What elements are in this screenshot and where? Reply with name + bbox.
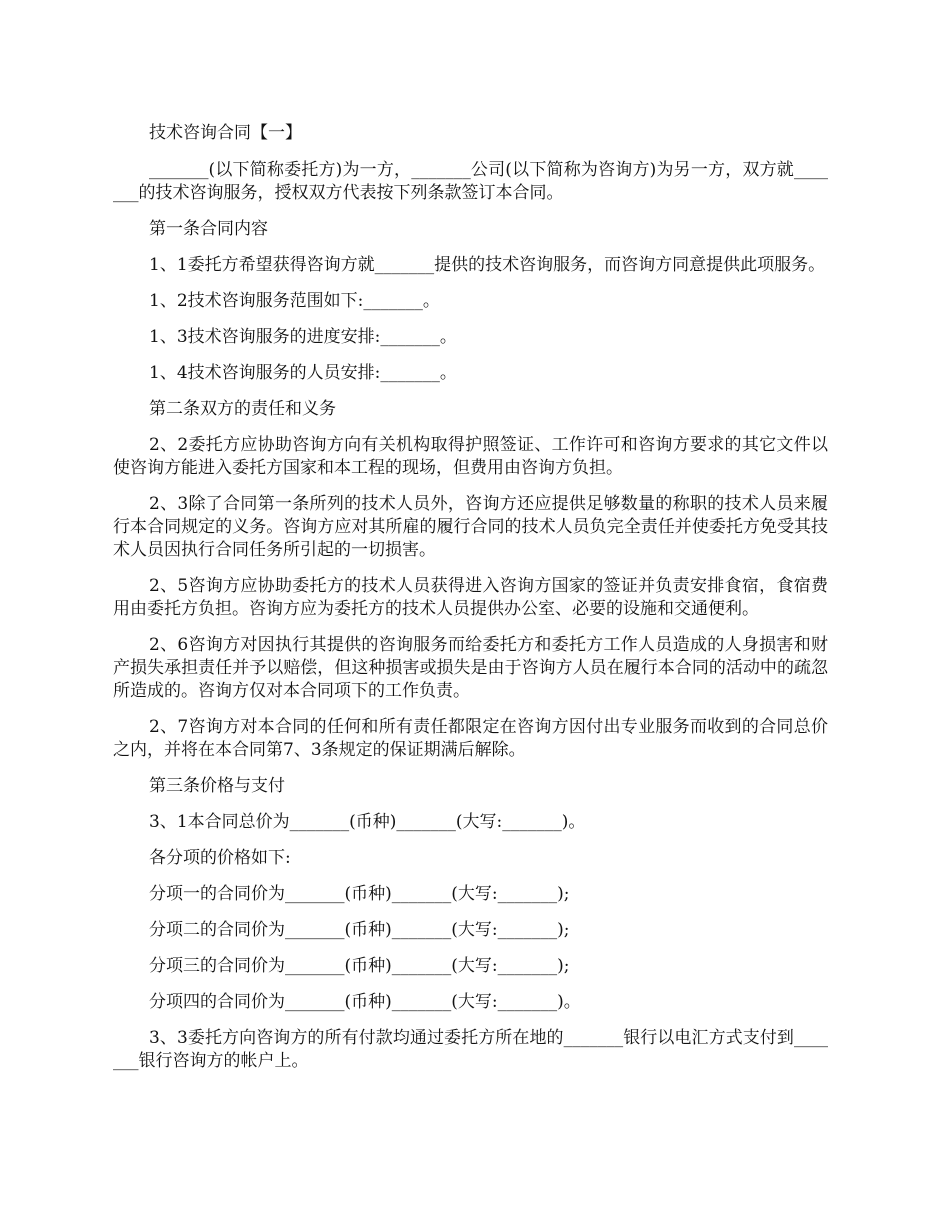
clause-2-6: 2、6咨询方对因执行其提供的咨询服务而给委托方和委托方工作人员造成的人身损害和财产损失承担责任并予以赔偿，但这种损害或损失是由于咨询方人员在履行本合同的活动中的疏忽所造成的。咨询方仅对本合同项下的工作负责。: [113, 635, 828, 701]
item-price-3: 分项三的合同价为_______(币种)_______(大写:_______);: [149, 956, 570, 976]
clause-1-2: 1、2技术咨询服务范围如下:_______。: [149, 291, 440, 311]
clause-2-7: 2、7咨询方对本合同的任何和所有责任都限定在咨询方因付出专业服务而收到的合同总价之内，并将在本合同第7、3条规定的保证期满后解除。: [113, 717, 828, 760]
intro-paragraph: _______(以下简称委托方)为一方，_______公司(以下简称为咨询方)为另一方，双方就_______的技术咨询服务，授权双方代表按下列条款签订本合同。: [113, 160, 828, 203]
clause-3-3: 3、3委托方向咨询方的所有付款均通过委托方所在地的_______银行以电汇方式支付到_______银行咨询方的帐户上。: [113, 1028, 828, 1071]
document-title: 技术咨询合同【一】: [149, 123, 302, 143]
section-heading-3: 第三条价格与支付: [149, 776, 285, 796]
clause-2-3: 2、3除了合同第一条所列的技术人员外，咨询方还应提供足够数量的称职的技术人员来履行本合同规定的义务。咨询方应对其所雇的履行合同的技术人员负完全责任并使委托方免受其技术人员因执行合同任务所引起的一切损害。: [113, 494, 828, 560]
clause-2-5: 2、5咨询方应协助委托方的技术人员获得进入咨询方国家的签证并负责安排食宿，食宿费用由委托方负担。咨询方应为委托方的技术人员提供办公室、必要的设施和交通便利。: [113, 576, 828, 619]
clause-2-2: 2、2委托方应协助咨询方向有关机构取得护照签证、工作许可和咨询方要求的其它文件以使咨询方能进入委托方国家和本工程的现场，但费用由咨询方负担。: [113, 435, 828, 478]
clause-1-4: 1、4技术咨询服务的人员安排:_______。: [149, 363, 457, 383]
section-heading-2: 第二条双方的责任和义务: [149, 399, 336, 419]
clause-1-3: 1、3技术咨询服务的进度安排:_______。: [149, 327, 457, 347]
clause-3-1: 3、1本合同总价为_______(币种)_______(大写:_______)。: [149, 812, 586, 832]
section-heading-1: 第一条合同内容: [149, 219, 268, 239]
clause-1-1: 1、1委托方希望获得咨询方就_______提供的技术咨询服务，而咨询方同意提供此项服务。: [149, 255, 826, 275]
item-price-4: 分项四的合同价为_______(币种)_______(大写:_______)。: [149, 992, 581, 1012]
document-page: [113, 122, 828, 1086]
item-price-2: 分项二的合同价为_______(币种)_______(大写:_______);: [149, 920, 570, 940]
item-prices-intro: 各分项的价格如下:: [149, 848, 291, 868]
item-price-1: 分项一的合同价为_______(币种)_______(大写:_______);: [149, 884, 570, 904]
